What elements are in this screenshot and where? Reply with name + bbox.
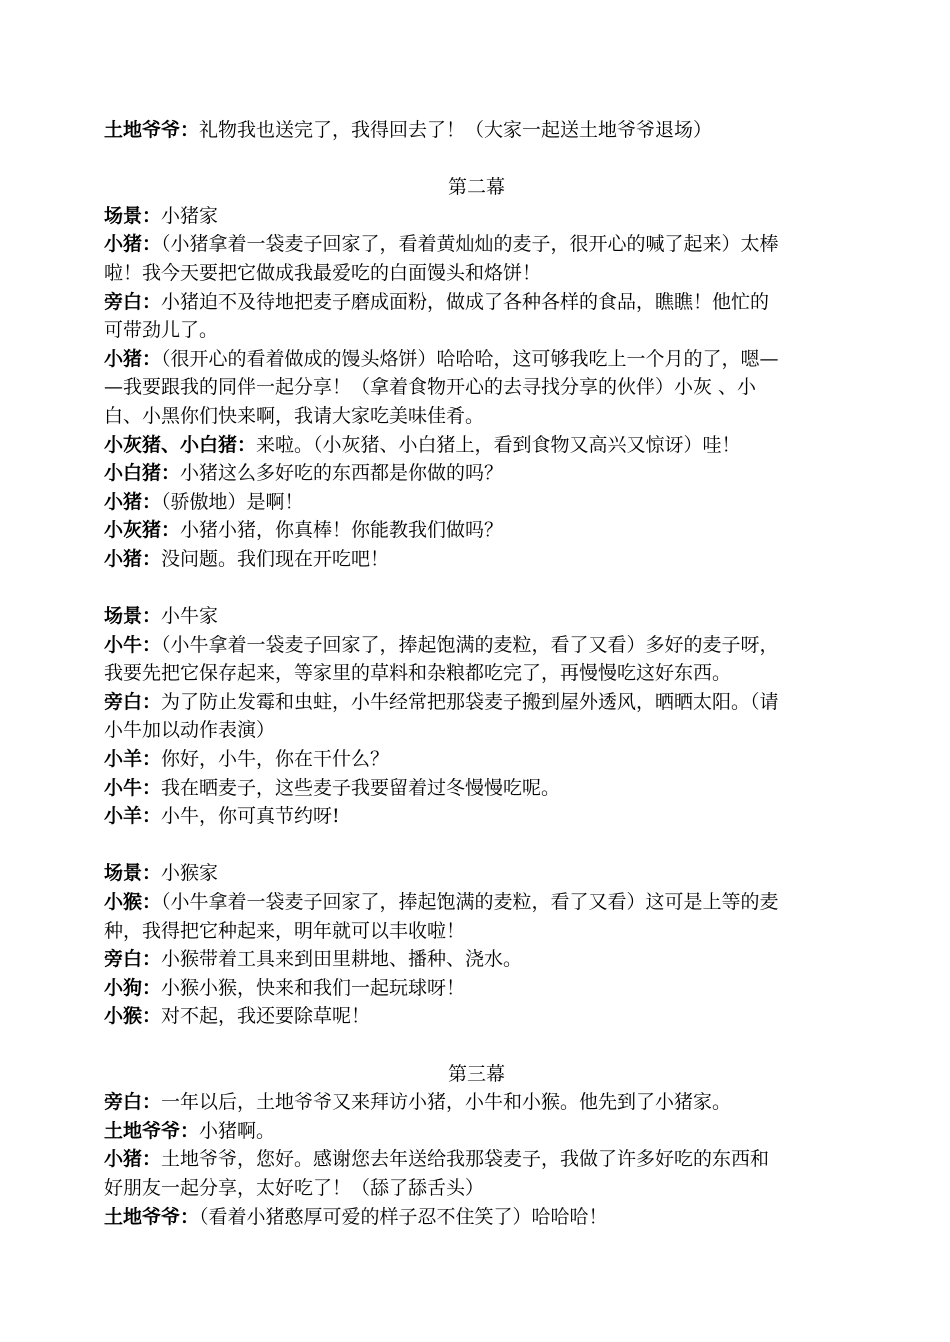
dialogue-line [104,802,849,831]
speaker: 旁白： [104,948,162,971]
line-text: 小牛家 [161,605,219,628]
dialogue-line [104,631,849,660]
speaker: 土地爷爷： [104,119,200,141]
speaker: 小狗： [104,976,162,999]
line-text: （看着小猪憨厚可爱的样子忍不住笑了）哈哈哈！ [199,1205,608,1228]
line-text: 小猪这么多好吃的东西都是你做的吗？ [180,462,504,485]
act-heading: 第三幕 [447,1062,505,1085]
line-text: 小猴带着工具来到田里耕地、播种、浇水。 [161,948,523,971]
line-text: 来啦。（小灰猪、小白猪上，看到食物又高兴又惊讶）哇！ [256,433,741,456]
dialogue-line [104,345,849,374]
continuation-line: —我要跟我的同伴一起分享！（拿着食物开心的去寻找分享的伙伴）小灰 、小 [104,376,757,399]
speaker: 场景： [104,605,162,628]
line-text: 我在晒麦子，这些麦子我要留着过冬慢慢吃呢。 [161,776,561,799]
spacer [104,1031,849,1060]
scene-line [104,859,849,888]
line-text: 礼物我也送完了，我得回去了！（大家一起送土地爷爷退场） [199,119,713,141]
speaker: 小牛： [104,776,162,799]
speaker: 小灰猪、小白猪： [104,433,257,456]
line-text: 小猪啊。 [199,1119,276,1142]
dialogue-line [104,431,849,460]
speaker: 小羊： [104,805,162,828]
scene-line [104,602,849,631]
dialogue-line [104,888,849,917]
dialogue-line [104,288,849,317]
continuation-line: 可带劲儿了。 [104,319,219,342]
line-text: （小牛拿着一袋麦子回家了，捧起饱满的麦粒，看了又看）这可是上等的麦 [161,891,779,914]
dialogue-line [104,1145,849,1174]
dialogue-line [104,688,849,717]
line-text: 小猴小猴，快来和我们一起玩球呀！ [161,976,466,999]
line-text: 为了防止发霉和虫蛀，小牛经常把那袋麦子搬到屋外透风，晒晒太阳。（请 [161,690,779,713]
dialogue-line [104,1203,849,1232]
line-text: 没问题。我们现在开吃吧！ [161,547,390,570]
dialogue-line [104,1002,849,1031]
spacer [104,574,849,603]
dialogue-line [104,230,849,259]
continuation-line: 种，我得把它种起来，明年就可以丰收啦！ [104,919,466,942]
script-page [104,116,849,1231]
line-text: （小牛拿着一袋麦子回家了，捧起饱满的麦粒，看了又看）多好的麦子呀， [161,633,779,656]
dialogue-line [104,974,849,1003]
speaker: 旁白： [104,690,162,713]
dialogue-line [104,459,849,488]
dialogue-line [104,774,849,803]
speaker: 旁白： [104,1091,162,1114]
line-text: 你好，小牛，你在干什么？ [161,748,390,771]
speaker: 土地爷爷： [104,1205,200,1228]
speaker: 小猪： [104,233,162,256]
speaker: 小白猪： [104,462,181,485]
line-text: （骄傲地）是啊！ [161,490,304,513]
continuation-line: 小牛加以动作表演） [104,719,276,742]
continuation-line: 我要先把它保存起来，等家里的草料和杂粮都吃完了，再慢慢吃这好东西。 [104,662,732,685]
speaker: 小猪： [104,1148,162,1171]
dialogue-line [104,1088,849,1117]
scene-line [104,202,849,231]
dialogue-line [104,1117,849,1146]
speaker: 小灰猪： [104,519,181,542]
speaker: 小羊： [104,748,162,771]
line-text: 小猴家 [161,862,219,885]
speaker: 场景： [104,862,162,885]
line-text: 土地爷爷，您好。感谢您去年送给我那袋麦子，我做了许多好吃的东西和 [161,1148,770,1171]
continuation-line: 啦！我今天要把它做成我最爱吃的白面馒头和烙饼！ [104,261,542,284]
speaker: 小猪： [104,547,162,570]
line-text: 一年以后，土地爷爷又来拜访小猪，小牛和小猴。他先到了小猪家。 [161,1091,732,1114]
dialogue-line [104,488,849,517]
dialogue-line [104,116,849,145]
dialogue-line [104,945,849,974]
continuation-line: 好朋友一起分享，太好吃了！（舔了舔舌头） [104,1176,485,1199]
speaker: 旁白： [104,290,162,313]
line-text: 对不起，我还要除草呢！ [161,1005,371,1028]
speaker: 小猪： [104,490,162,513]
speaker: 小猴： [104,891,162,914]
speaker: 场景： [104,204,162,227]
continuation-line: 白、小黑你们快来啊，我请大家吃美味佳肴。 [104,404,485,427]
speaker: 土地爷爷： [104,1119,200,1142]
speaker: 小猴： [104,1005,162,1028]
line-text: （小猪拿着一袋麦子回家了，看着黄灿灿的麦子，很开心的喊了起来）太棒 [161,233,779,256]
speaker: 小猪： [104,347,162,370]
spacer [104,145,849,174]
line-text: （很开心的看着做成的馒头烙饼）哈哈哈，这可够我吃上一个月的了，嗯— [161,347,779,370]
spacer [104,831,849,860]
line-text: 小猪小猪，你真棒！你能教我们做吗？ [180,519,504,542]
dialogue-line [104,745,849,774]
speaker: 小牛： [104,633,162,656]
dialogue-line [104,545,849,574]
line-text: 小猪家 [161,204,219,227]
act-heading: 第二幕 [447,176,505,199]
line-text: 小牛，你可真节约呀! [161,805,340,828]
line-text: 小猪迫不及待地把麦子磨成面粉，做成了各种各样的食品，瞧瞧！他忙的 [161,290,770,313]
dialogue-line [104,516,849,545]
